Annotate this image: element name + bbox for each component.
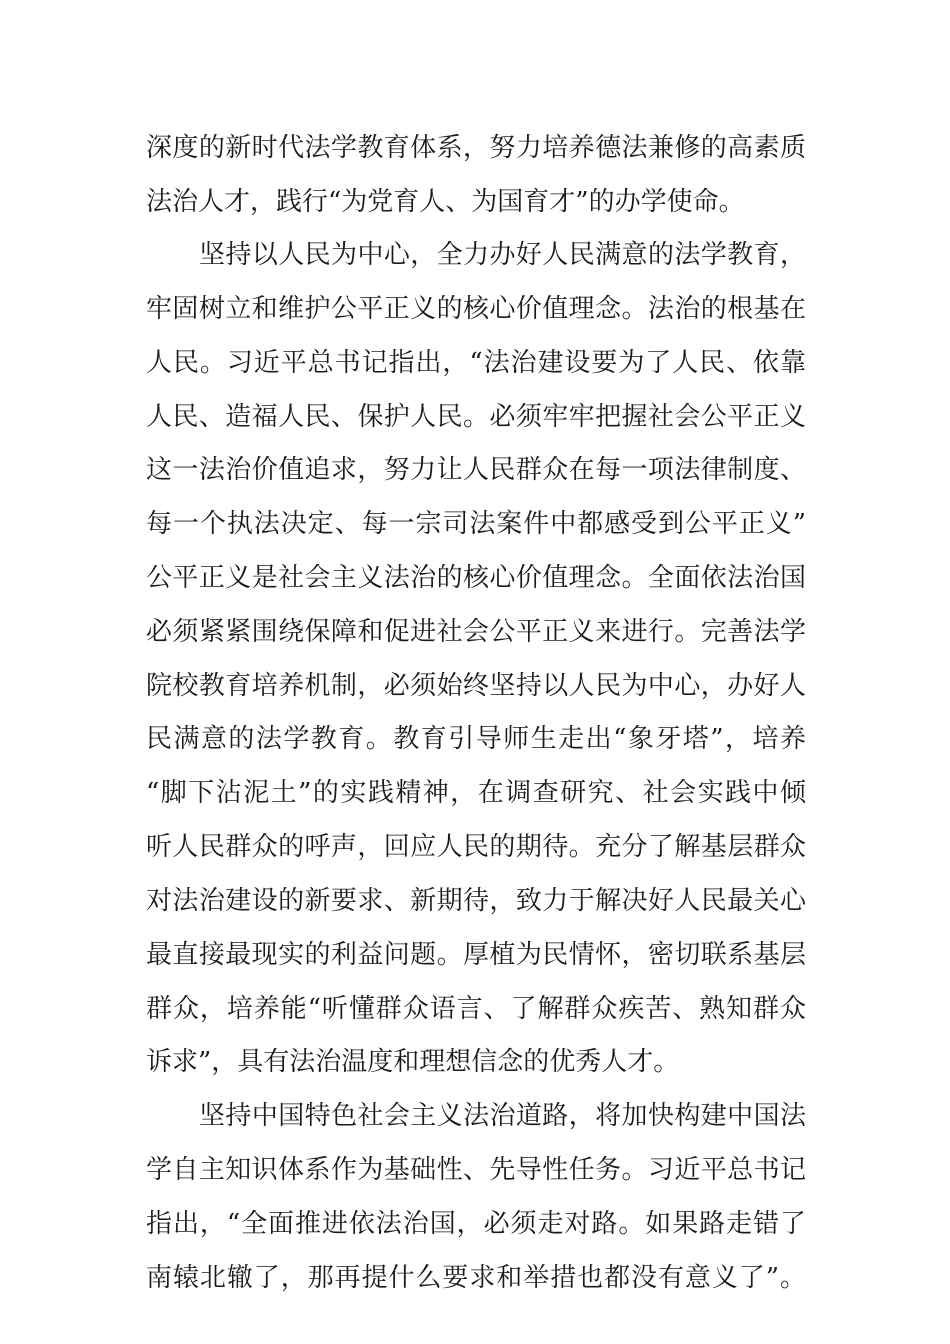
text-line: 民满意的法学教育。教育引导师生走出“象牙塔”，培养: [146, 724, 806, 754]
text-line: 南辕北辙了，那再提什么要求和举措也都没有意义了”。: [146, 1263, 806, 1293]
text-line: 每一个执法决定、每一宗司法案件中都感受到公平正义”: [146, 509, 806, 539]
text-line: 学自主知识体系作为基础性、先导性任务。习近平总书记: [146, 1155, 806, 1185]
text-line: 法治人才，践行“为党育人、为国育才”的办学使命。: [146, 187, 745, 217]
text-line: 群众，培养能“听懂群众语言、了解群众疾苦、熟知群众: [146, 994, 806, 1024]
text-line: 牢固树立和维护公平正义的核心价值理念。法治的根基在: [146, 294, 806, 324]
text-line: 听人民群众的呼声，回应人民的期待。充分了解基层群众: [146, 832, 806, 862]
text-line: 人民、造福人民、保护人民。必须牢牢把握社会公平正义: [146, 402, 806, 432]
text-line: 对法治建设的新要求、新期待，致力于解决好人民最关心: [146, 886, 806, 916]
text-line: 公平正义是社会主义法治的核心价值理念。全面依法治国: [146, 563, 806, 593]
text-line: 指出，“全面推进依法治国，必须走对路。如果路走错了: [146, 1209, 806, 1239]
text-line: “脚下沾泥土”的实践精神，在调查研究、社会实践中倾: [146, 778, 806, 808]
text-line: 人民。习近平总书记指出，“法治建设要为了人民、依靠: [146, 348, 806, 378]
paragraph-first-line: 坚持中国特色社会主义法治道路，将加快构建中国法: [199, 1101, 806, 1131]
text-line: 诉求”，具有法治温度和理想信念的优秀人才。: [146, 1047, 680, 1077]
text-line: 这一法治价值追求，努力让人民群众在每一项法律制度、: [146, 455, 806, 485]
text-line: 院校教育培养机制，必须始终坚持以人民为中心，办好人: [146, 671, 806, 701]
text-line: 最直接最现实的利益问题。厚植为民情怀，密切联系基层: [146, 940, 806, 970]
text-line: 深度的新时代法学教育体系，努力培养德法兼修的高素质: [146, 133, 806, 163]
text-line: 必须紧紧围绕保障和促进社会公平正义来进行。完善法学: [146, 617, 806, 647]
paragraph-first-line: 坚持以人民为中心，全力办好人民满意的法学教育，: [199, 240, 806, 270]
